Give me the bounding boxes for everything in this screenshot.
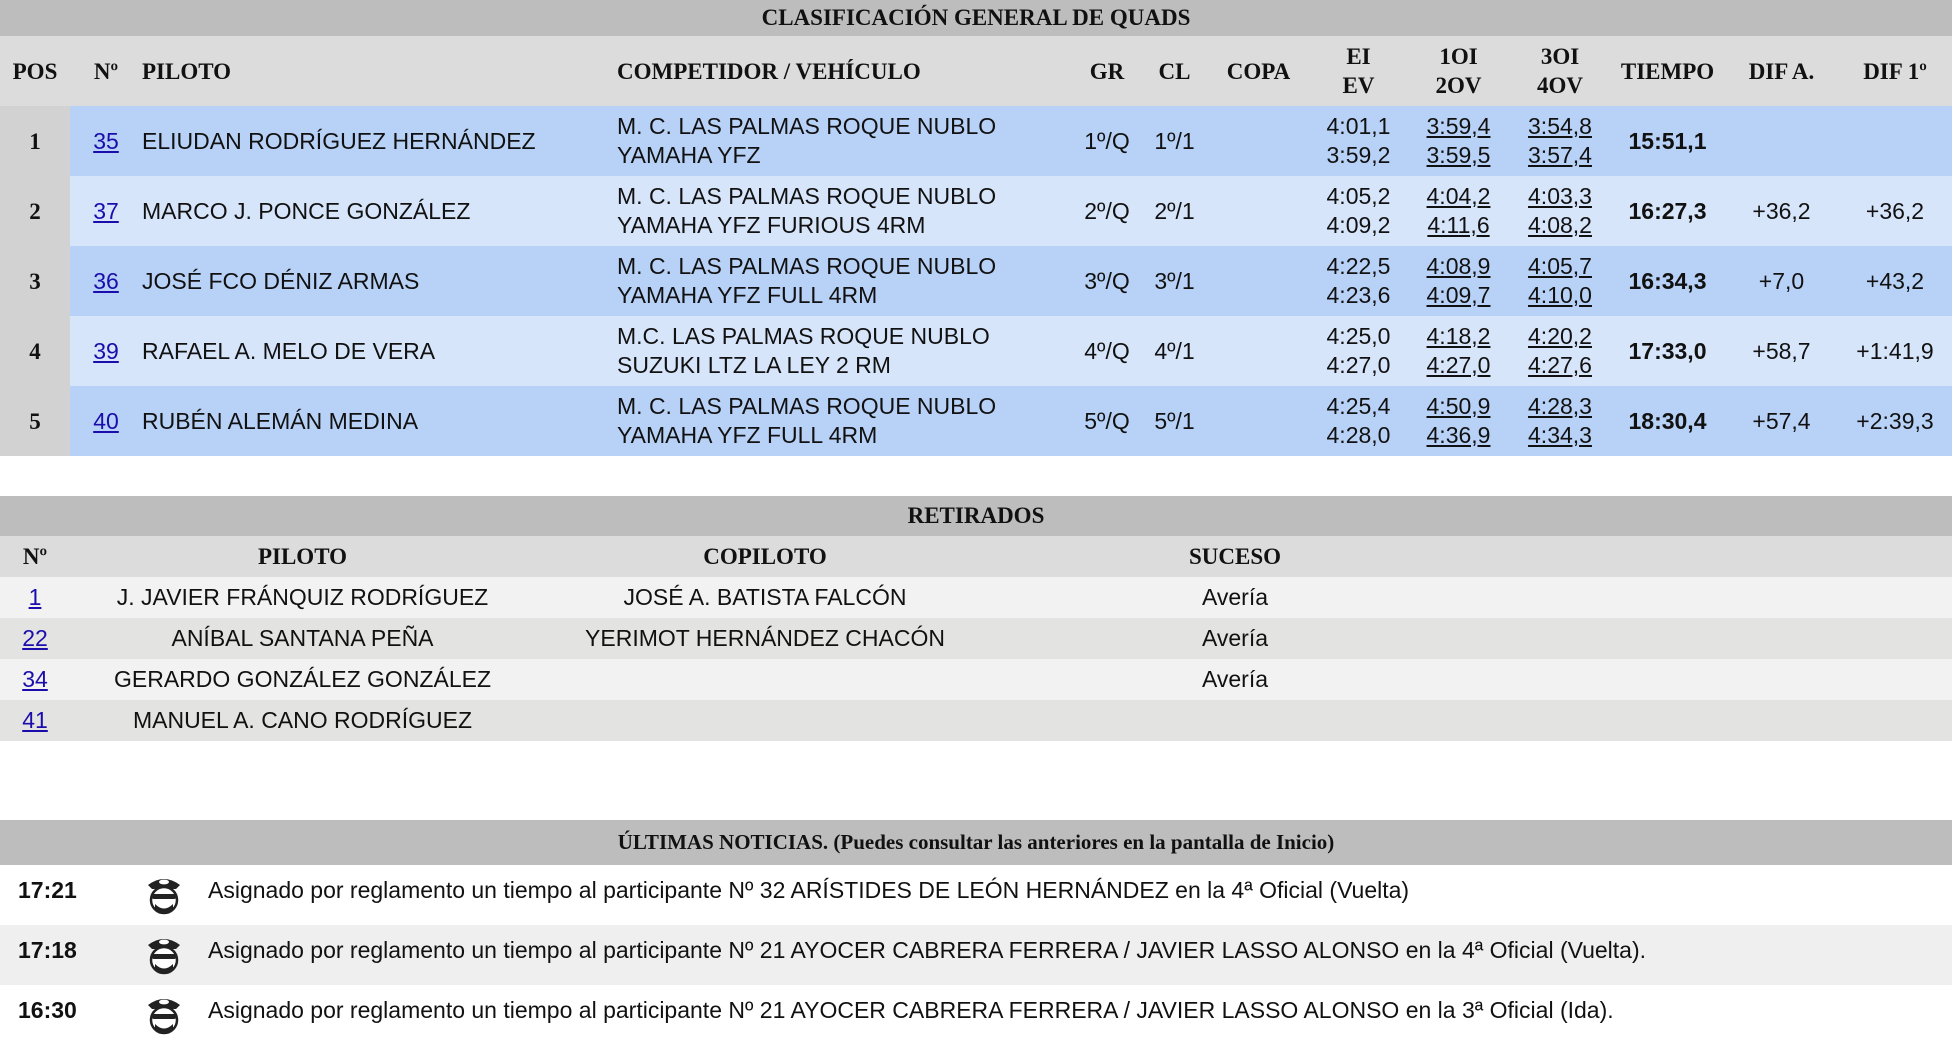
row-ei [1310, 386, 1407, 456]
participant-number-link[interactable]: 40 [93, 407, 119, 434]
row-piloto: MARCO J. PONCE GONZÁLEZ [142, 176, 617, 246]
row-cl: 2º/1 [1142, 176, 1207, 246]
time-3oi[interactable]: 4:20,2 [1528, 323, 1592, 349]
row-empty [1475, 577, 1952, 618]
time-4ov[interactable]: 4:10,0 [1528, 282, 1592, 308]
row-s3 [1510, 176, 1610, 246]
news-time: 17:18 [18, 937, 77, 963]
col-ei-bottom: EV [1342, 73, 1375, 98]
time-ei: 4:25,4 [1326, 393, 1391, 419]
classification-title: CLASIFICACIÓN GENERAL DE QUADS [0, 0, 1952, 36]
table-row [0, 618, 1952, 659]
row-dif1: +1:41,9 [1838, 316, 1952, 386]
news-list [0, 865, 1952, 1045]
time-ev: 4:28,0 [1326, 422, 1391, 448]
row-difa: +58,7 [1725, 316, 1838, 386]
time-ev: 3:59,2 [1326, 142, 1391, 168]
row-ei [1310, 316, 1407, 386]
row-difa [1725, 106, 1838, 176]
time-ei: 4:25,0 [1326, 323, 1391, 349]
row-pos: 4 [0, 316, 70, 386]
row-vehicle: YAMAHA YFZ FURIOUS 4RM [617, 212, 926, 238]
row-suceso [995, 700, 1475, 741]
row-vehicle: YAMAHA YFZ [617, 142, 761, 168]
row-s1 [1407, 386, 1510, 456]
row-competidor [617, 386, 1072, 456]
news-item [0, 985, 1952, 1045]
row-s3 [1510, 246, 1610, 316]
row-pos: 3 [0, 246, 70, 316]
time-ev: 4:09,2 [1326, 212, 1391, 238]
row-vehicle: YAMAHA YFZ FULL 4RM [617, 422, 878, 448]
col-piloto: PILOTO [142, 36, 617, 106]
row-cl: 1º/1 [1142, 106, 1207, 176]
row-s1 [1407, 246, 1510, 316]
row-empty [1475, 659, 1952, 700]
row-copa [1207, 386, 1310, 456]
classification-section [0, 0, 1952, 456]
col-s3 [1510, 36, 1610, 106]
participant-number-link[interactable]: 34 [22, 666, 48, 692]
row-club: M. C. LAS PALMAS ROQUE NUBLO [617, 113, 997, 139]
news-title: ÚLTIMAS NOTICIAS. (Puedes consultar las anteriores en la pantalla de Inicio) [0, 820, 1952, 865]
row-suceso: Avería [995, 659, 1475, 700]
row-tiempo: 16:27,3 [1610, 176, 1725, 246]
row-club: M. C. LAS PALMAS ROQUE NUBLO [617, 253, 997, 279]
row-s3 [1510, 106, 1610, 176]
col-tiempo: TIEMPO [1610, 36, 1725, 106]
classification-header-row [0, 36, 1952, 106]
row-suceso: Avería [995, 618, 1475, 659]
row-competidor [617, 316, 1072, 386]
row-vehicle: YAMAHA YFZ FULL 4RM [617, 282, 878, 308]
row-s1 [1407, 106, 1510, 176]
col-num: Nº [70, 36, 142, 106]
row-gr: 3º/Q [1072, 246, 1142, 316]
table-row [0, 246, 1952, 316]
col-ei-top: EI [1346, 44, 1371, 69]
row-copa [1207, 176, 1310, 246]
row-cl: 3º/1 [1142, 246, 1207, 316]
col-ei [1310, 36, 1407, 106]
row-difa: +36,2 [1725, 176, 1838, 246]
time-1oi[interactable]: 3:59,4 [1426, 113, 1491, 139]
time-ev: 4:27,0 [1326, 352, 1391, 378]
row-copa [1207, 316, 1310, 386]
table-row [0, 106, 1952, 176]
col-s1-bottom: 2OV [1435, 73, 1482, 98]
row-gr: 1º/Q [1072, 106, 1142, 176]
row-dif1: +36,2 [1838, 176, 1952, 246]
row-piloto: RAFAEL A. MELO DE VERA [142, 316, 617, 386]
time-2ov[interactable]: 3:59,5 [1426, 142, 1491, 168]
time-ei: 4:22,5 [1326, 253, 1391, 279]
participant-number-link[interactable]: 36 [93, 267, 119, 294]
row-difa: +57,4 [1725, 386, 1838, 456]
participant-number-link[interactable]: 37 [93, 197, 119, 224]
row-copiloto [535, 700, 995, 741]
row-dif1: +2:39,3 [1838, 386, 1952, 456]
row-piloto: J. JAVIER FRÁNQUIZ RODRÍGUEZ [70, 577, 535, 618]
retirados-header-row [0, 536, 1952, 577]
row-club: M. C. LAS PALMAS ROQUE NUBLO [617, 183, 997, 209]
row-copa [1207, 106, 1310, 176]
row-ei [1310, 176, 1407, 246]
news-text: Asignado por reglamento un tiempo al participante Nº 21 AYOCER CABRERA FERRERA / JAVIER LASSO ALONSO en la 4ª Oficial (Vuelta). [208, 937, 1647, 963]
participant-number-link[interactable]: 41 [22, 707, 48, 733]
row-cl: 4º/1 [1142, 316, 1207, 386]
col-pos: POS [0, 36, 70, 106]
table-row [0, 176, 1952, 246]
row-copiloto: JOSÉ A. BATISTA FALCÓN [535, 577, 995, 618]
row-tiempo: 17:33,0 [1610, 316, 1725, 386]
row-copiloto [535, 659, 995, 700]
row-difa: +7,0 [1725, 246, 1838, 316]
time-ev: 4:23,6 [1326, 282, 1391, 308]
time-2ov[interactable]: 4:27,0 [1426, 352, 1491, 378]
row-ei [1310, 246, 1407, 316]
news-time: 16:30 [18, 997, 77, 1023]
row-pos: 5 [0, 386, 70, 456]
row-vehicle: SUZUKI LTZ LA LEY 2 RM [617, 352, 891, 378]
row-pos: 2 [0, 176, 70, 246]
table-row [0, 386, 1952, 456]
row-s3 [1510, 386, 1610, 456]
col-s1 [1407, 36, 1510, 106]
row-piloto: ELIUDAN RODRÍGUEZ HERNÁNDEZ [142, 106, 617, 176]
table-row [0, 316, 1952, 386]
col-s3-bottom: 4OV [1537, 73, 1583, 98]
row-copiloto: YERIMOT HERNÁNDEZ CHACÓN [535, 618, 995, 659]
race-official-icon [120, 925, 208, 977]
col-gr: GR [1072, 36, 1142, 106]
time-3oi[interactable]: 4:28,3 [1528, 393, 1592, 419]
col-suceso: SUCESO [995, 536, 1475, 577]
time-4ov[interactable]: 3:57,4 [1528, 142, 1592, 168]
row-piloto: GERARDO GONZÁLEZ GONZÁLEZ [70, 659, 535, 700]
col-piloto: PILOTO [70, 536, 535, 577]
table-row [0, 659, 1952, 700]
row-pos: 1 [0, 106, 70, 176]
race-official-icon [120, 865, 208, 917]
row-dif1 [1838, 106, 1952, 176]
col-difa: DIF A. [1725, 36, 1838, 106]
row-gr: 4º/Q [1072, 316, 1142, 386]
table-row [0, 577, 1952, 618]
participant-number-link[interactable]: 22 [22, 625, 48, 651]
retirados-section [0, 496, 1952, 741]
participant-number-link[interactable]: 39 [93, 337, 119, 364]
race-official-icon [120, 985, 208, 1037]
col-dif1: DIF 1º [1838, 36, 1952, 106]
table-row [0, 700, 1952, 741]
time-3oi[interactable]: 3:54,8 [1528, 113, 1592, 139]
retirados-table [0, 536, 1952, 741]
news-time: 17:21 [18, 877, 77, 903]
row-tiempo: 16:34,3 [1610, 246, 1725, 316]
col-empty [1475, 536, 1952, 577]
time-2ov[interactable]: 4:09,7 [1426, 282, 1491, 308]
row-empty [1475, 700, 1952, 741]
row-copa [1207, 246, 1310, 316]
col-competidor: COMPETIDOR / VEHÍCULO [617, 36, 1072, 106]
time-3oi[interactable]: 4:03,3 [1528, 183, 1592, 209]
row-ei [1310, 106, 1407, 176]
time-ei: 4:01,1 [1326, 113, 1391, 139]
news-item [0, 925, 1952, 985]
row-club: M.C. LAS PALMAS ROQUE NUBLO [617, 323, 990, 349]
row-s3 [1510, 316, 1610, 386]
news-text: Asignado por reglamento un tiempo al participante Nº 32 ARÍSTIDES DE LEÓN HERNÁNDEZ en la 4ª Oficial (Vuelta) [208, 877, 1410, 903]
news-item [0, 865, 1952, 925]
time-3oi[interactable]: 4:05,7 [1528, 253, 1592, 279]
col-s1-top: 1OI [1439, 44, 1478, 69]
row-dif1: +43,2 [1838, 246, 1952, 316]
participant-number-link[interactable]: 1 [28, 584, 42, 610]
row-club: M. C. LAS PALMAS ROQUE NUBLO [617, 393, 997, 419]
row-competidor [617, 176, 1072, 246]
col-cl: CL [1142, 36, 1207, 106]
news-section [0, 820, 1952, 1045]
row-piloto: ANÍBAL SANTANA PEÑA [70, 618, 535, 659]
row-tiempo: 15:51,1 [1610, 106, 1725, 176]
col-s3-top: 3OI [1540, 44, 1580, 69]
time-ei: 4:05,2 [1326, 183, 1391, 209]
time-1oi[interactable]: 4:08,9 [1426, 253, 1491, 279]
time-2ov[interactable]: 4:11,6 [1427, 212, 1490, 238]
row-gr: 5º/Q [1072, 386, 1142, 456]
row-suceso: Avería [995, 577, 1475, 618]
time-1oi[interactable]: 4:04,2 [1426, 183, 1491, 209]
classification-table [0, 36, 1952, 456]
time-2ov[interactable]: 4:36,9 [1426, 422, 1491, 448]
time-1oi[interactable]: 4:50,9 [1426, 393, 1491, 419]
row-s1 [1407, 316, 1510, 386]
row-cl: 5º/1 [1142, 386, 1207, 456]
time-4ov[interactable]: 4:34,3 [1528, 422, 1592, 448]
col-copa: COPA [1207, 36, 1310, 106]
row-piloto: RUBÉN ALEMÁN MEDINA [142, 386, 617, 456]
retirados-title: RETIRADOS [0, 496, 1952, 536]
col-num: Nº [0, 536, 70, 577]
col-copiloto: COPILOTO [535, 536, 995, 577]
participant-number-link[interactable]: 35 [93, 127, 119, 154]
row-empty [1475, 618, 1952, 659]
row-piloto: MANUEL A. CANO RODRÍGUEZ [70, 700, 535, 741]
time-1oi[interactable]: 4:18,2 [1426, 323, 1491, 349]
row-competidor [617, 106, 1072, 176]
row-competidor [617, 246, 1072, 316]
row-tiempo: 18:30,4 [1610, 386, 1725, 456]
row-gr: 2º/Q [1072, 176, 1142, 246]
time-4ov[interactable]: 4:27,6 [1528, 352, 1592, 378]
time-4ov[interactable]: 4:08,2 [1528, 212, 1592, 238]
row-piloto: JOSÉ FCO DÉNIZ ARMAS [142, 246, 617, 316]
row-s1 [1407, 176, 1510, 246]
news-text: Asignado por reglamento un tiempo al participante Nº 21 AYOCER CABRERA FERRERA / JAVIER LASSO ALONSO en la 3ª Oficial (Ida). [208, 997, 1614, 1023]
